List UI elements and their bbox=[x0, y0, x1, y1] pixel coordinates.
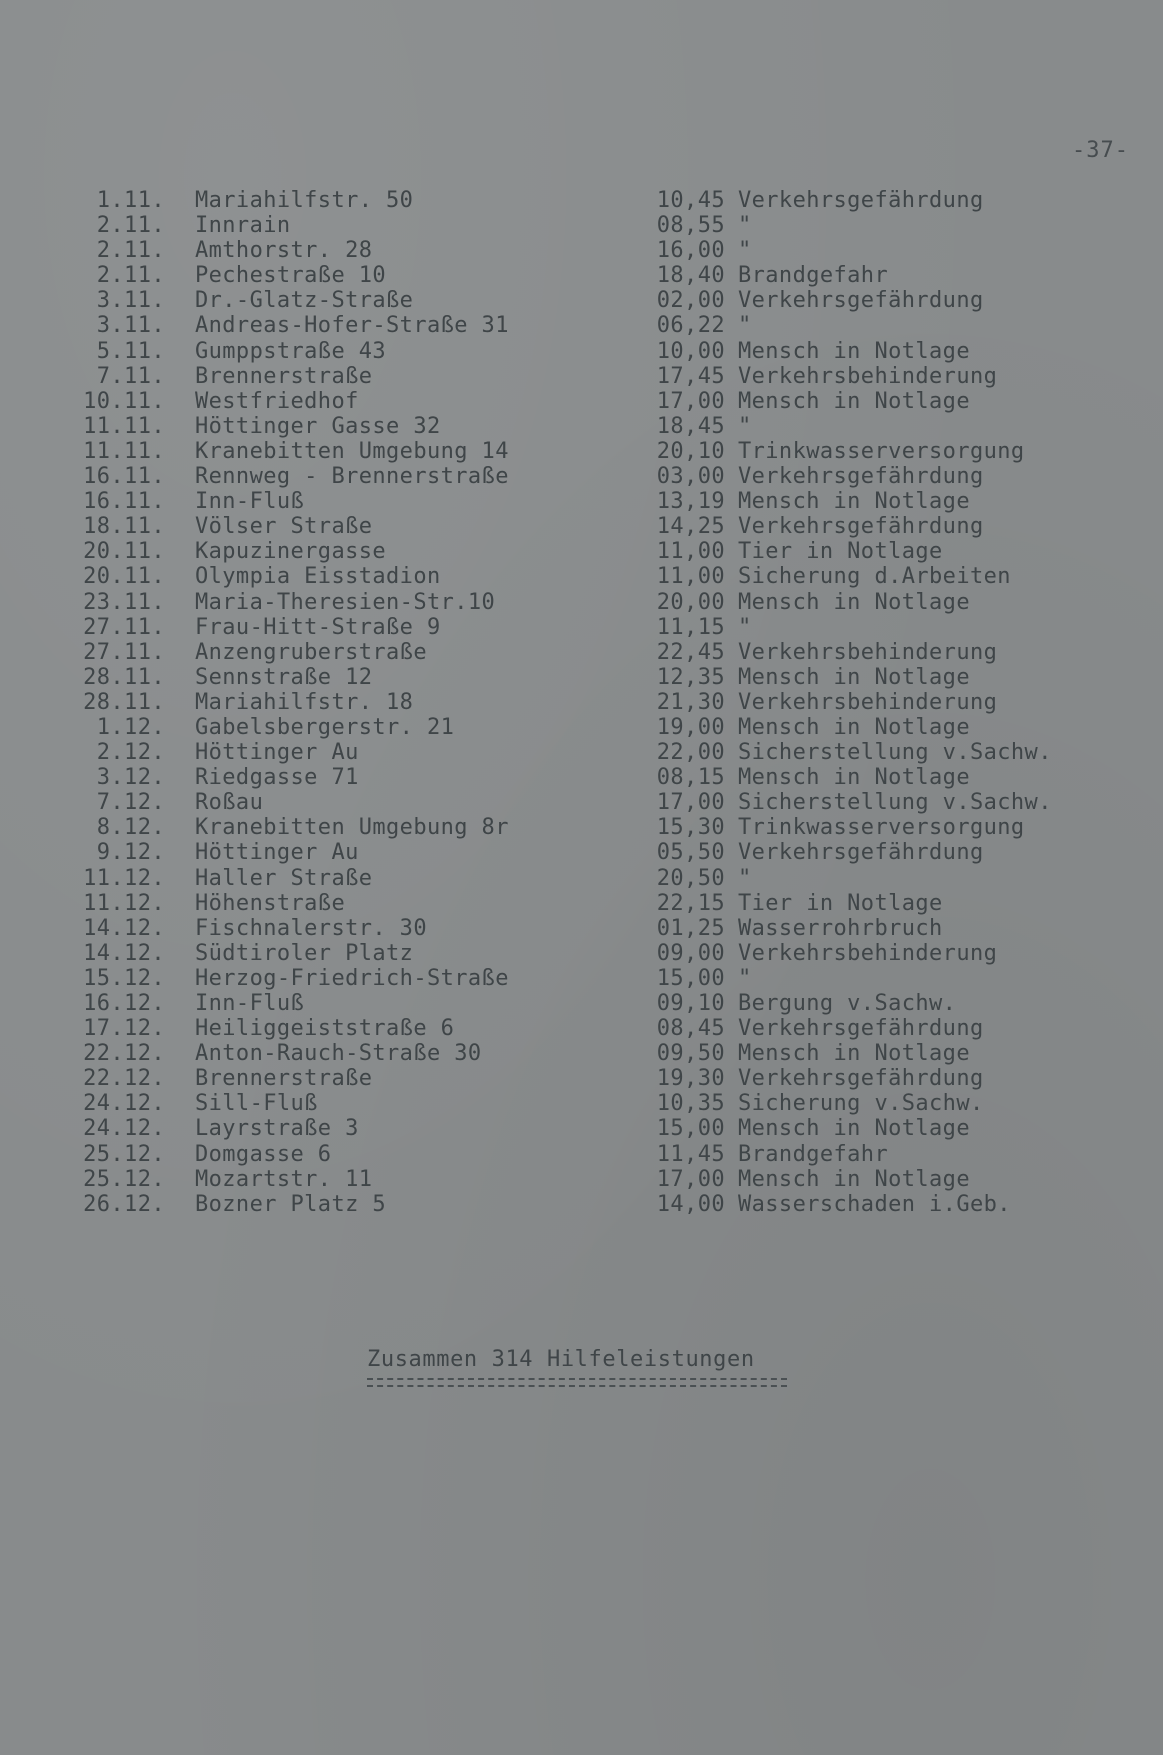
row-type: " bbox=[738, 313, 752, 339]
row-time: 01,25 bbox=[656, 915, 725, 941]
row-time: 06,22 bbox=[656, 313, 725, 339]
table-row bbox=[70, 840, 1090, 865]
row-time: 20,10 bbox=[656, 438, 725, 464]
row-date: 26.12. bbox=[83, 1191, 165, 1217]
row-place: Höhenstraße bbox=[195, 890, 346, 916]
row-type: Verkehrsbehinderung bbox=[738, 940, 998, 966]
row-place: Kapuzinergasse bbox=[195, 539, 387, 565]
row-type: " bbox=[738, 614, 752, 640]
table-row bbox=[70, 464, 1090, 489]
table-row bbox=[70, 364, 1090, 389]
row-time: 19,30 bbox=[656, 1066, 725, 1092]
row-place: Gumppstraße 43 bbox=[195, 338, 387, 364]
row-time: 17,00 bbox=[656, 1166, 725, 1192]
row-place: Haller Straße bbox=[195, 865, 373, 891]
row-time: 11,00 bbox=[656, 564, 725, 590]
row-type: Mensch in Notlage bbox=[738, 589, 970, 615]
table-row bbox=[70, 665, 1090, 690]
row-time: 09,00 bbox=[656, 940, 725, 966]
row-type: Sicherstellung v.Sachw. bbox=[738, 790, 1052, 816]
table-row bbox=[70, 414, 1090, 439]
row-time: 08,55 bbox=[656, 213, 725, 239]
row-time: 19,00 bbox=[656, 714, 725, 740]
row-time: 10,35 bbox=[656, 1091, 725, 1117]
row-time: 08,15 bbox=[656, 765, 725, 791]
row-date: 2.12. bbox=[96, 740, 165, 766]
row-place: Bozner Platz 5 bbox=[195, 1191, 387, 1217]
table-row bbox=[70, 188, 1090, 213]
table-row bbox=[70, 213, 1090, 238]
table-row bbox=[70, 539, 1090, 564]
row-type: " bbox=[738, 238, 752, 264]
row-type: Mensch in Notlage bbox=[738, 765, 970, 791]
row-time: 09,50 bbox=[656, 1041, 725, 1067]
table-row bbox=[70, 765, 1090, 790]
row-date: 1.11. bbox=[96, 188, 165, 213]
row-type: Verkehrsgefährdung bbox=[738, 464, 984, 490]
row-date: 24.12. bbox=[83, 1091, 165, 1117]
table-row bbox=[70, 690, 1090, 715]
row-place: Kranebitten Umgebung 8r bbox=[195, 815, 509, 841]
row-type: Verkehrsbehinderung bbox=[738, 639, 998, 665]
row-date: 25.12. bbox=[83, 1141, 165, 1167]
row-time: 11,00 bbox=[656, 539, 725, 565]
row-place: Mozartstr. 11 bbox=[195, 1166, 373, 1192]
row-date: 10.11. bbox=[83, 388, 165, 414]
table-row bbox=[70, 1167, 1090, 1192]
table-row bbox=[70, 866, 1090, 891]
table-row bbox=[70, 564, 1090, 589]
row-time: 15,30 bbox=[656, 815, 725, 841]
row-date: 22.12. bbox=[83, 1066, 165, 1092]
row-type: Trinkwasserversorgung bbox=[738, 438, 1025, 464]
row-time: 14,25 bbox=[656, 514, 725, 540]
row-date: 11.12. bbox=[83, 890, 165, 916]
row-place: Domgasse 6 bbox=[195, 1141, 332, 1167]
row-place: Völser Straße bbox=[195, 514, 373, 540]
row-type: Mensch in Notlage bbox=[738, 1116, 970, 1142]
row-place: Fischnalerstr. 30 bbox=[195, 915, 427, 941]
summary-underline bbox=[367, 1378, 787, 1387]
row-place: Höttinger Au bbox=[195, 740, 359, 766]
row-time: 20,50 bbox=[656, 865, 725, 891]
row-place: Mariahilfstr. 18 bbox=[195, 689, 414, 715]
incident-table bbox=[70, 188, 1090, 1217]
row-type: Tier in Notlage bbox=[738, 539, 943, 565]
row-type: Mensch in Notlage bbox=[738, 714, 970, 740]
row-date: 16.12. bbox=[83, 991, 165, 1016]
row-time: 11,15 bbox=[656, 614, 725, 640]
row-place: Olympia Eisstadion bbox=[195, 564, 441, 590]
row-date: 3.12. bbox=[96, 765, 165, 791]
row-date: 23.11. bbox=[83, 589, 165, 615]
row-place: Gabelsbergerstr. 21 bbox=[195, 714, 455, 740]
row-time: 21,30 bbox=[656, 689, 725, 715]
row-date: 7.12. bbox=[96, 790, 165, 816]
row-type: Verkehrsbehinderung bbox=[738, 689, 998, 715]
row-time: 11,45 bbox=[656, 1141, 725, 1167]
row-date: 3.11. bbox=[96, 313, 165, 339]
row-type: Mensch in Notlage bbox=[738, 489, 970, 515]
table-row bbox=[70, 263, 1090, 288]
table-row bbox=[70, 1091, 1090, 1116]
row-date: 7.11. bbox=[96, 363, 165, 389]
row-place: Rennweg - Brennerstraße bbox=[195, 464, 509, 490]
row-place: Höttinger Gasse 32 bbox=[195, 413, 441, 439]
table-row bbox=[70, 1016, 1090, 1041]
row-place: Andreas-Hofer-Straße 31 bbox=[195, 313, 509, 339]
row-date: 3.11. bbox=[96, 288, 165, 314]
row-date: 1.12. bbox=[96, 714, 165, 740]
row-place: Inn-Fluß bbox=[195, 489, 305, 515]
row-type: " bbox=[738, 213, 752, 239]
row-date: 16.11. bbox=[83, 489, 165, 515]
row-time: 18,45 bbox=[656, 413, 725, 439]
row-date: 5.11. bbox=[96, 338, 165, 364]
row-date: 27.11. bbox=[83, 639, 165, 665]
row-type: " bbox=[738, 965, 752, 991]
row-time: 13,19 bbox=[656, 489, 725, 515]
table-row bbox=[70, 1066, 1090, 1091]
row-place: Sennstraße 12 bbox=[195, 664, 373, 690]
row-type: Verkehrsgefährdung bbox=[738, 188, 984, 213]
table-row bbox=[70, 389, 1090, 414]
row-time: 05,50 bbox=[656, 840, 725, 866]
table-row bbox=[70, 815, 1090, 840]
row-time: 10,45 bbox=[656, 188, 725, 213]
row-place: Herzog-Friedrich-Straße bbox=[195, 965, 509, 991]
table-row bbox=[70, 288, 1090, 313]
table-row bbox=[70, 891, 1090, 916]
table-row bbox=[70, 715, 1090, 740]
table-row bbox=[70, 514, 1090, 539]
row-time: 08,45 bbox=[656, 1016, 725, 1042]
row-type: Verkehrsgefährdung bbox=[738, 1016, 984, 1042]
row-type: Verkehrsgefährdung bbox=[738, 840, 984, 866]
row-type: Wasserrohrbruch bbox=[738, 915, 943, 941]
row-place: Brennerstraße bbox=[195, 1066, 373, 1092]
row-place: Anzengruberstraße bbox=[195, 639, 427, 665]
row-time: 17,00 bbox=[656, 790, 725, 816]
row-date: 28.11. bbox=[83, 664, 165, 690]
row-type: Brandgefahr bbox=[738, 263, 889, 289]
row-type: " bbox=[738, 413, 752, 439]
row-time: 16,00 bbox=[656, 238, 725, 264]
row-type: Mensch in Notlage bbox=[738, 388, 970, 414]
row-place: Amthorstr. 28 bbox=[195, 238, 373, 264]
row-type: Mensch in Notlage bbox=[738, 1041, 970, 1067]
table-row bbox=[70, 991, 1090, 1016]
row-place: Südtiroler Platz bbox=[195, 940, 414, 966]
row-date: 25.12. bbox=[83, 1166, 165, 1192]
table-row bbox=[70, 238, 1090, 263]
table-row bbox=[70, 439, 1090, 464]
row-time: 02,00 bbox=[656, 288, 725, 314]
row-date: 28.11. bbox=[83, 689, 165, 715]
row-type: Mensch in Notlage bbox=[738, 338, 970, 364]
row-type: Sicherung d.Arbeiten bbox=[738, 564, 1011, 590]
row-type: " bbox=[738, 865, 752, 891]
table-row bbox=[70, 740, 1090, 765]
row-place: Dr.-Glatz-Straße bbox=[195, 288, 414, 314]
row-time: 17,45 bbox=[656, 363, 725, 389]
row-time: 15,00 bbox=[656, 1116, 725, 1142]
table-row bbox=[70, 615, 1090, 640]
row-time: 10,00 bbox=[656, 338, 725, 364]
row-time: 09,10 bbox=[656, 991, 725, 1016]
row-date: 11.11. bbox=[83, 438, 165, 464]
row-date: 27.11. bbox=[83, 614, 165, 640]
row-place: Frau-Hitt-Straße 9 bbox=[195, 614, 441, 640]
row-date: 9.12. bbox=[96, 840, 165, 866]
row-place: Sill-Fluß bbox=[195, 1091, 318, 1117]
table-row bbox=[70, 313, 1090, 338]
row-date: 20.11. bbox=[83, 539, 165, 565]
row-date: 2.11. bbox=[96, 213, 165, 239]
row-date: 16.11. bbox=[83, 464, 165, 490]
row-time: 03,00 bbox=[656, 464, 725, 490]
row-date: 20.11. bbox=[83, 564, 165, 590]
row-date: 22.12. bbox=[83, 1041, 165, 1067]
row-type: Sicherstellung v.Sachw. bbox=[738, 740, 1052, 766]
table-row bbox=[70, 790, 1090, 815]
summary-line: Zusammen 314 Hilfeleistungen bbox=[367, 1347, 755, 1372]
table-row bbox=[70, 1041, 1090, 1066]
row-time: 12,35 bbox=[656, 664, 725, 690]
row-place: Maria-Theresien-Str.10 bbox=[195, 589, 496, 615]
row-time: 17,00 bbox=[656, 388, 725, 414]
row-time: 15,00 bbox=[656, 965, 725, 991]
table-row bbox=[70, 489, 1090, 514]
row-time: 22,15 bbox=[656, 890, 725, 916]
row-type: Bergung v.Sachw. bbox=[738, 991, 957, 1016]
row-type: Verkehrsgefährdung bbox=[738, 288, 984, 314]
row-type: Verkehrsbehinderung bbox=[738, 363, 998, 389]
row-place: Westfriedhof bbox=[195, 388, 359, 414]
row-date: 17.12. bbox=[83, 1016, 165, 1042]
row-time: 18,40 bbox=[656, 263, 725, 289]
table-row bbox=[70, 590, 1090, 615]
row-place: Brennerstraße bbox=[195, 363, 373, 389]
row-date: 2.11. bbox=[96, 238, 165, 264]
row-date: 18.11. bbox=[83, 514, 165, 540]
row-time: 20,00 bbox=[656, 589, 725, 615]
row-place: Layrstraße 3 bbox=[195, 1116, 359, 1142]
row-place: Inn-Fluß bbox=[195, 991, 305, 1016]
row-place: Roßau bbox=[195, 790, 264, 816]
row-time: 14,00 bbox=[656, 1191, 725, 1217]
row-date: 2.11. bbox=[96, 263, 165, 289]
table-row bbox=[70, 1116, 1090, 1141]
row-place: Kranebitten Umgebung 14 bbox=[195, 438, 509, 464]
table-row bbox=[70, 640, 1090, 665]
table-row bbox=[70, 1192, 1090, 1217]
row-date: 11.11. bbox=[83, 413, 165, 439]
table-row bbox=[70, 966, 1090, 991]
row-type: Brandgefahr bbox=[738, 1141, 889, 1167]
table-row bbox=[70, 339, 1090, 364]
table-row bbox=[70, 941, 1090, 966]
row-place: Mariahilfstr. 50 bbox=[195, 188, 414, 213]
row-date: 14.12. bbox=[83, 915, 165, 941]
row-place: Riedgasse 71 bbox=[195, 765, 359, 791]
row-date: 8.12. bbox=[96, 815, 165, 841]
row-place: Höttinger Au bbox=[195, 840, 359, 866]
row-date: 11.12. bbox=[83, 865, 165, 891]
table-row bbox=[70, 1142, 1090, 1167]
row-type: Mensch in Notlage bbox=[738, 1166, 970, 1192]
row-place: Innrain bbox=[195, 213, 291, 239]
row-type: Tier in Notlage bbox=[738, 890, 943, 916]
row-time: 22,00 bbox=[656, 740, 725, 766]
row-time: 22,45 bbox=[656, 639, 725, 665]
table-row bbox=[70, 916, 1090, 941]
row-place: Anton-Rauch-Straße 30 bbox=[195, 1041, 482, 1067]
row-type: Trinkwasserversorgung bbox=[738, 815, 1025, 841]
row-place: Pechestraße 10 bbox=[195, 263, 387, 289]
row-place: Heiliggeiststraße 6 bbox=[195, 1016, 455, 1042]
row-date: 15.12. bbox=[83, 965, 165, 991]
row-type: Wasserschaden i.Geb. bbox=[738, 1191, 1011, 1217]
row-type: Mensch in Notlage bbox=[738, 664, 970, 690]
row-type: Sicherung v.Sachw. bbox=[738, 1091, 984, 1117]
row-date: 14.12. bbox=[83, 940, 165, 966]
page-number: -37- bbox=[1072, 138, 1129, 163]
row-type: Verkehrsgefährdung bbox=[738, 514, 984, 540]
row-date: 24.12. bbox=[83, 1116, 165, 1142]
row-type: Verkehrsgefährdung bbox=[738, 1066, 984, 1092]
